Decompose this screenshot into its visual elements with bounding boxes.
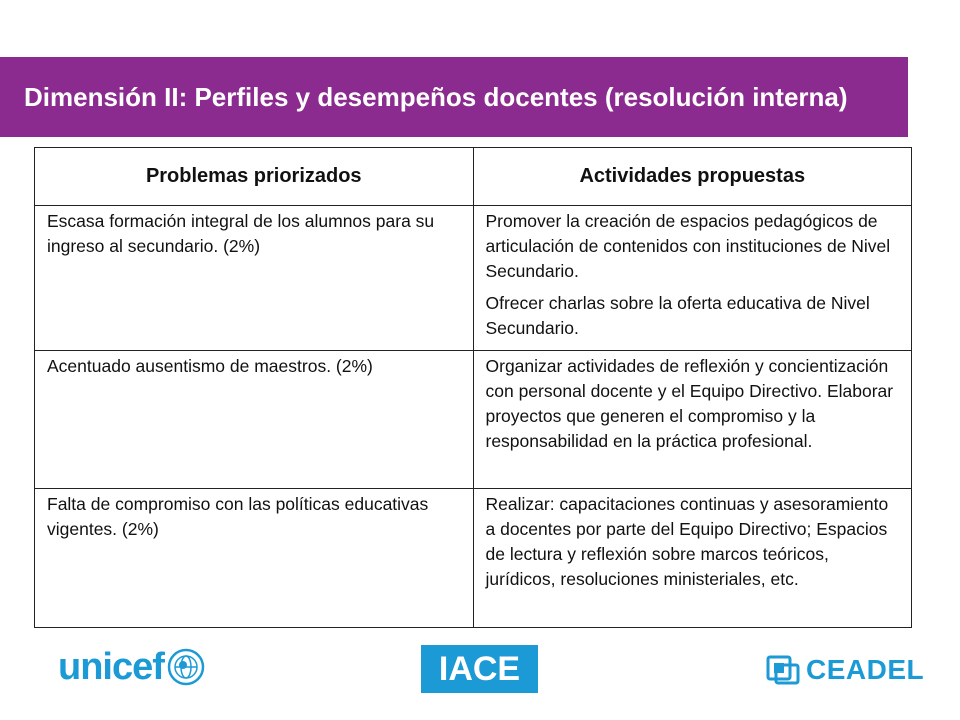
header-activities: Actividades propuestas xyxy=(473,148,912,206)
problem-text: Falta de compromiso con las políticas educativas vigentes. (2%) xyxy=(47,494,429,539)
iace-logo: IACE xyxy=(421,645,538,693)
unicef-logo xyxy=(58,642,206,692)
table-row xyxy=(35,206,912,351)
activity-text: Ofrecer charlas sobre la oferta educativa de Nivel Secundario. xyxy=(485,293,870,338)
table-header-row xyxy=(35,148,912,206)
title-bar xyxy=(0,57,908,137)
table-row xyxy=(35,351,912,489)
problem-cell xyxy=(35,351,474,489)
page-title: Dimensión II: Perfiles y desempeños docentes (resolución interna) xyxy=(24,81,848,112)
problem-text: Escasa formación integral de los alumnos para su ingreso al secundario. (2%) xyxy=(47,211,435,256)
activities-cell xyxy=(473,489,912,628)
activity-text: Promover la creación de espacios pedagógicos de articulación de contenidos con instituciones de Nivel Secundario. xyxy=(485,211,891,281)
ceadel-logo xyxy=(766,650,924,690)
problem-cell xyxy=(35,206,474,351)
unicef-wordmark: unicef xyxy=(58,645,164,688)
activity-text: Realizar: capacitaciones continuas y asesoramiento a docentes por parte del Equipo Directivo; Espacios de lectura y reflexión sobre marcos teóricos, jurídicos, resoluciones ministeriales, etc. xyxy=(485,494,889,589)
problem-text: Acentuado ausentismo de maestros. (2%) xyxy=(47,356,373,376)
ceadel-wordmark: CEADEL xyxy=(806,654,925,685)
activities-cell xyxy=(473,206,912,351)
table-row xyxy=(35,489,912,628)
problem-cell xyxy=(35,489,474,628)
activity-text: Organizar actividades de reflexión y concientización con personal docente y el Equipo Directivo. Elaborar proyectos que generen el compromiso y la responsabilidad en la práctica profesional. xyxy=(485,356,894,451)
globe-icon xyxy=(166,647,206,687)
ceadel-mark-icon xyxy=(766,653,800,687)
priorities-table xyxy=(34,147,912,628)
activities-cell xyxy=(473,351,912,489)
header-problems: Problemas priorizados xyxy=(35,148,474,206)
